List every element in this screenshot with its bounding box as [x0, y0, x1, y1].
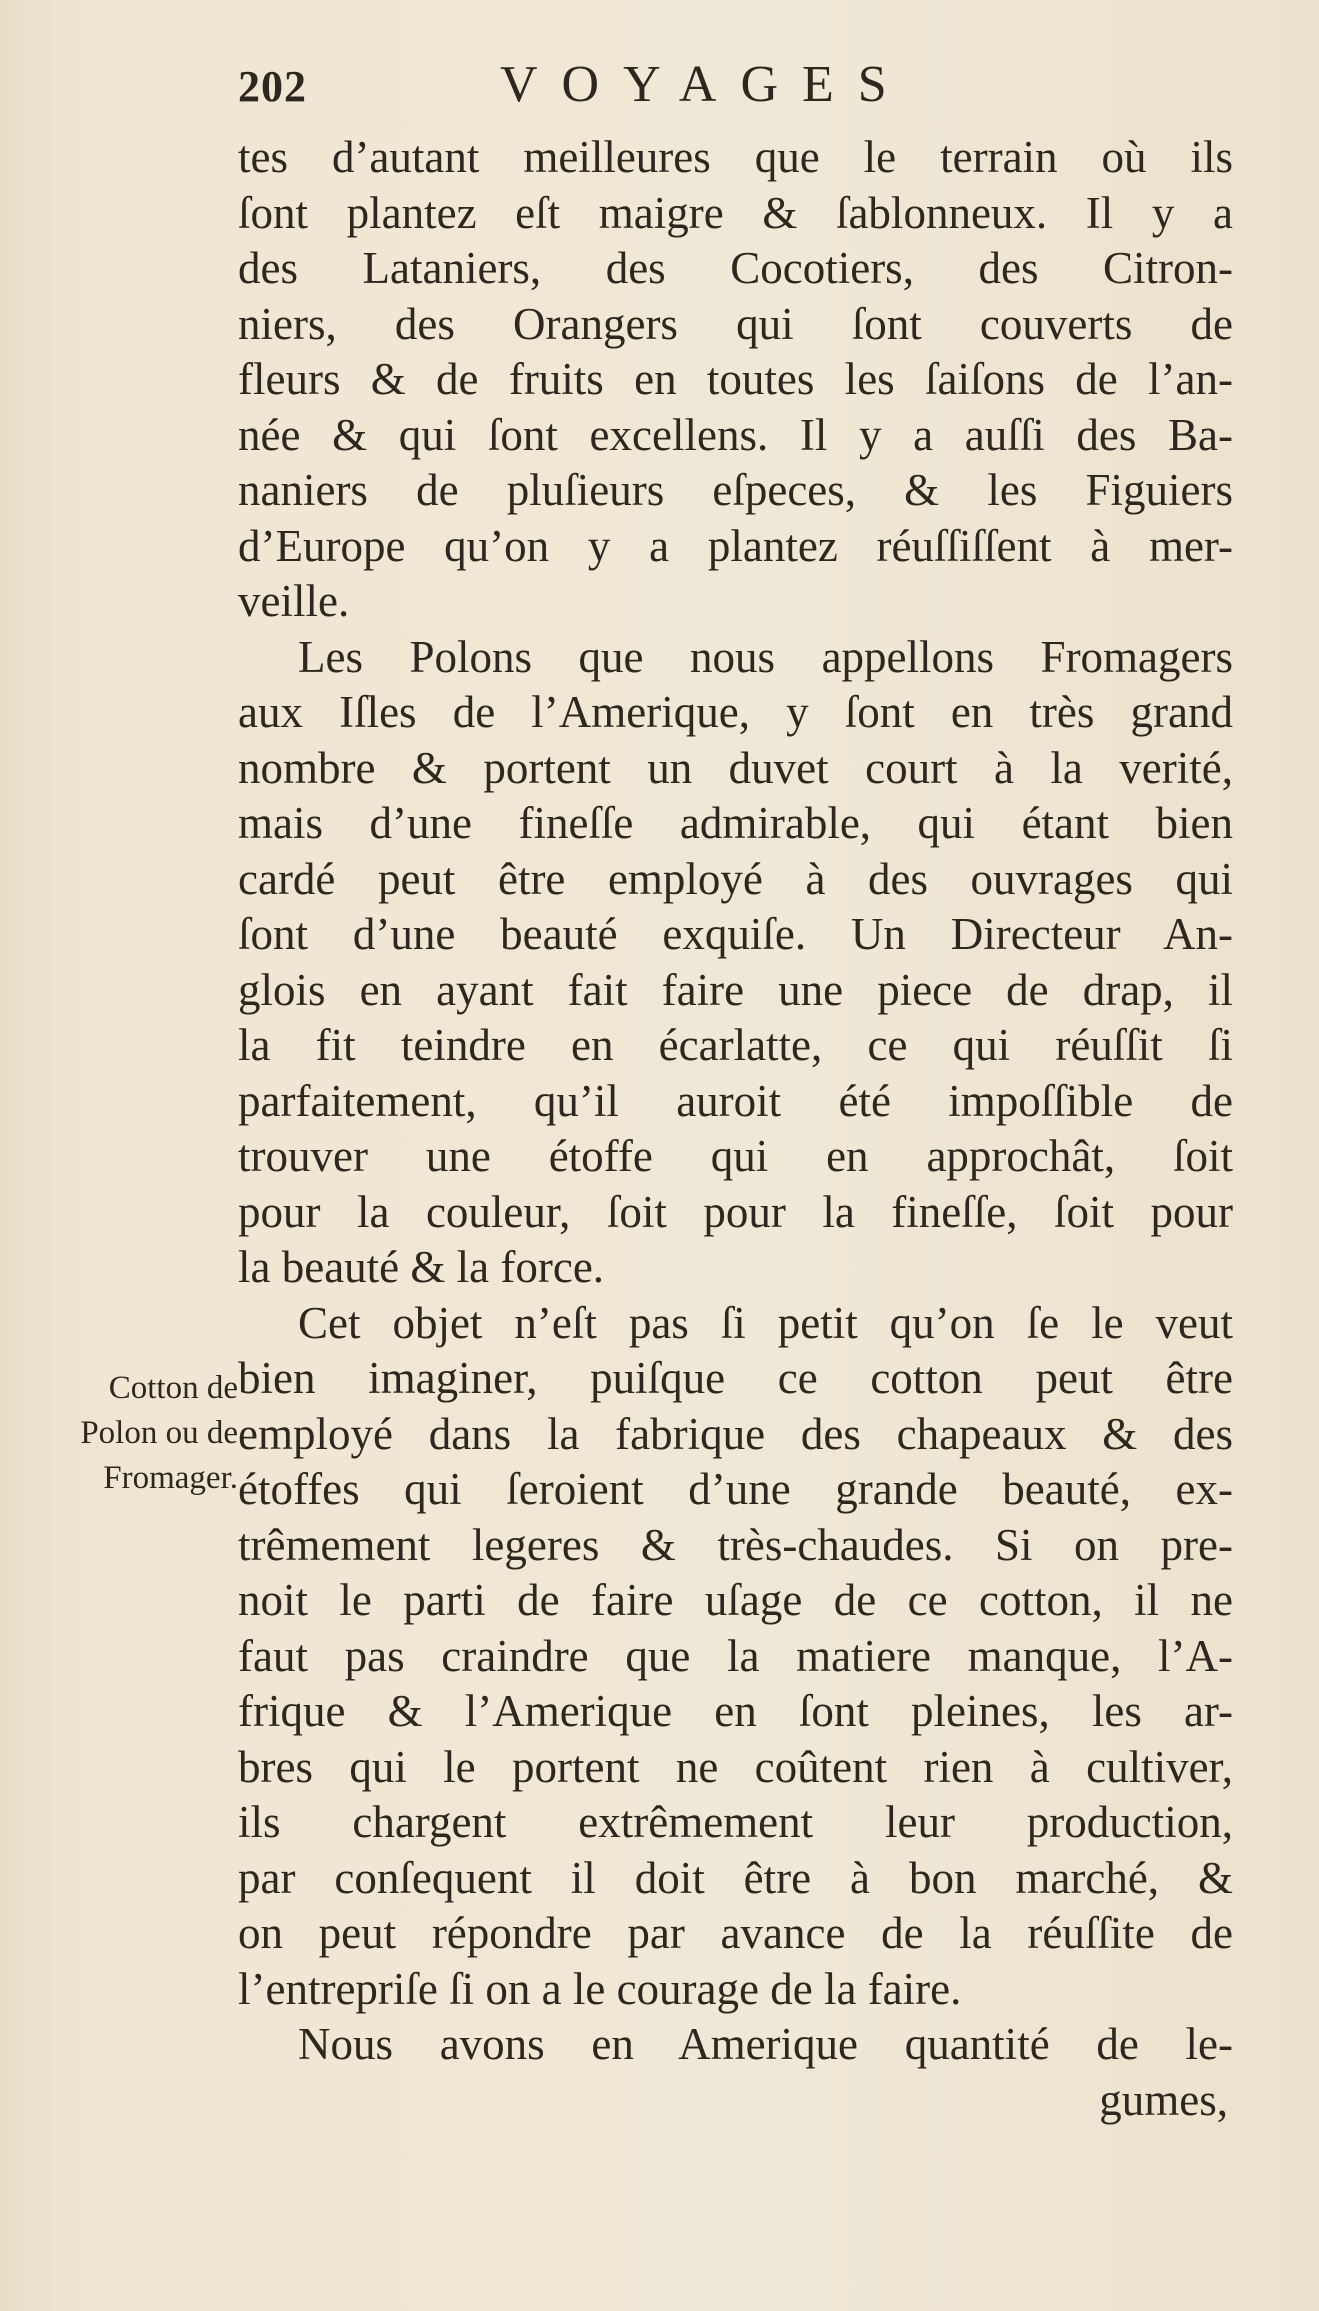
text-line: cardé peut être employé à des ouvrages qui	[238, 853, 1233, 904]
text-line: ſont plantez eſt maigre & ſablonneux. Il y a	[238, 187, 1233, 238]
text-line: la beauté & la force.	[238, 1242, 605, 1292]
text-line: employé dans la fabrique des chapeaux & des	[238, 1408, 1233, 1459]
catchword-line: gumes,	[1099, 2074, 1228, 2125]
paragraph-start-line: Nous avons en Amerique quantité de le-	[298, 2019, 1233, 2069]
text-line: veille.	[238, 576, 350, 626]
text-line: parfaitement, qu’il auroit été impoſſible de	[238, 1075, 1233, 1126]
text-line: frique & l’Amerique en ſont pleines, les ar-	[238, 1686, 1233, 1736]
text-line: d’Europe qu’on y a plantez réuſſiſſent à mer-	[238, 520, 1233, 571]
text-line: niers, des Orangers qui ſont couverts de	[238, 298, 1233, 349]
text-line: des Lataniers, des Cocotiers, des Citron-	[238, 243, 1233, 293]
text-line: glois en ayant fait faire une piece de drap, il	[238, 964, 1233, 1015]
text-line: nombre & portent un duvet court à la verité,	[238, 742, 1233, 793]
text-line: pour la couleur, ſoit pour la fineſſe, ſoit pour	[238, 1186, 1233, 1237]
margin-note-line: Cotton de	[108, 1370, 238, 1406]
text-line: trouver une étoffe qui en approchât, ſoit	[238, 1131, 1233, 1181]
text-line: noit le parti de faire uſage de ce cotton, il ne	[238, 1575, 1233, 1625]
text-line: trêmement legeres & très-chaudes. Si on pre-	[238, 1519, 1233, 1570]
text-line: étoffes qui ſeroient d’une grande beauté, ex-	[238, 1464, 1233, 1514]
paragraph-start-line: Les Polons que nous appellons Fromagers	[298, 631, 1233, 682]
text-line: bien imaginer, puiſque ce cotton peut être	[238, 1353, 1233, 1403]
text-line: née & qui ſont excellens. Il y a auſſi des Ba-	[238, 409, 1233, 460]
text-line: faut pas craindre que la matiere manque, l’A-	[238, 1630, 1233, 1681]
text-line: naniers de pluſieurs eſpeces, & les Figuiers	[238, 465, 1233, 515]
text-line: par conſequent il doit être à bon marché, &	[238, 1852, 1233, 1903]
text-line: mais d’une fineſſe admirable, qui étant bien	[238, 798, 1233, 848]
text-line: la fit teindre en écarlatte, ce qui réuſſit ſi	[238, 1020, 1233, 1070]
text-line: on peut répondre par avance de la réuſſite de	[238, 1908, 1233, 1958]
text-line: tes d’autant meilleures que le terrain où ils	[238, 132, 1233, 182]
page-number: 202	[238, 62, 307, 111]
body-text	[238, 130, 1233, 2128]
text-line: fleurs & de fruits en toutes les ſaiſons de l’an-	[238, 354, 1233, 404]
text-line: bres qui le portent ne coûtent rien à cultiver,	[238, 1741, 1233, 1792]
margin-note-line: Fromager.	[103, 1460, 238, 1496]
margin-note	[28, 1366, 238, 1501]
paragraph-start-line: Cet objet n’eſt pas ſi petit qu’on ſe le veut	[298, 1297, 1233, 1348]
margin-note-line: Polon ou de	[80, 1415, 238, 1451]
text-line: aux Iſles de l’Amerique, y ſont en très grand	[238, 687, 1233, 737]
page-header	[238, 55, 1198, 115]
running-title: VOYAGES	[500, 56, 911, 113]
text-line: ils chargent extrêmement leur production,	[238, 1797, 1233, 1847]
text-line: l’entrepriſe ſi on a le courage de la faire.	[238, 1963, 962, 2014]
text-line: ſont d’une beauté exquiſe. Un Directeur An-	[238, 909, 1233, 959]
